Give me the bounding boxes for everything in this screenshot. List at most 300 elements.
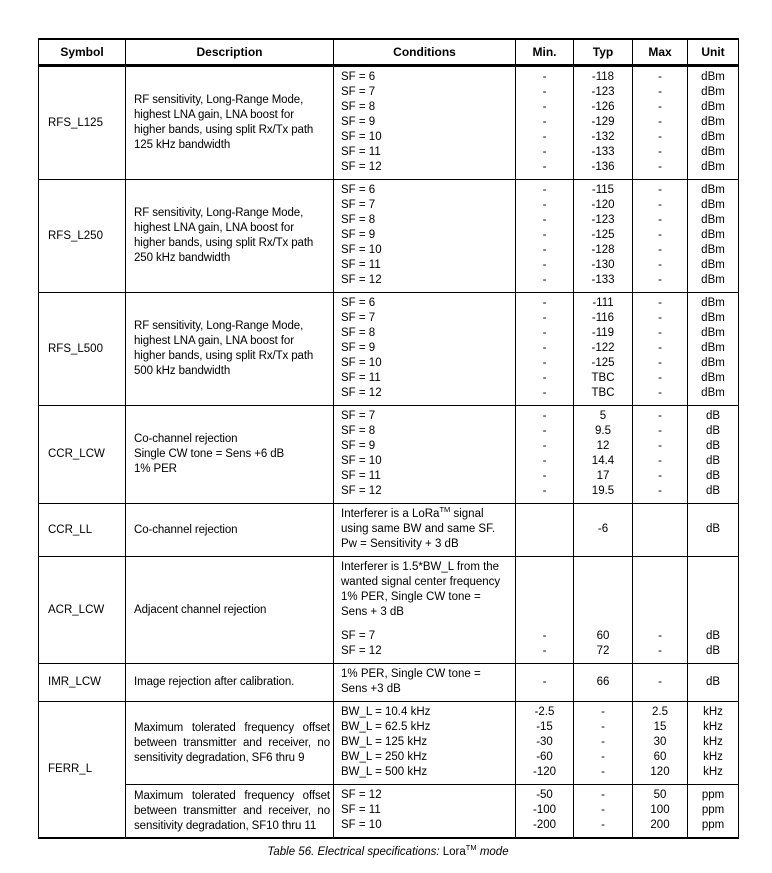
text-line: 14.4 bbox=[591, 455, 615, 467]
text-line: SF = 7 bbox=[341, 199, 376, 211]
text-line: using same BW and same SF. bbox=[341, 523, 496, 535]
max-cell bbox=[633, 702, 688, 785]
text-line: SF = 10 bbox=[341, 131, 382, 143]
text-line: dBm bbox=[701, 259, 725, 271]
table-body bbox=[39, 66, 739, 839]
text-line: -122 bbox=[591, 342, 615, 354]
symbol-cell bbox=[39, 180, 126, 293]
text-line: -120 bbox=[532, 766, 557, 778]
text-line: kHz bbox=[703, 751, 723, 763]
text-line: - bbox=[542, 387, 547, 399]
col-header-symbol: Symbol bbox=[39, 39, 126, 66]
text-line: -126 bbox=[591, 101, 615, 113]
text-line: SF = 7 bbox=[341, 630, 376, 642]
text-line: SF = 8 bbox=[341, 425, 376, 437]
typ-cell bbox=[574, 664, 633, 702]
min-cell bbox=[516, 504, 574, 557]
text-line: SF = 12 bbox=[341, 161, 382, 173]
col-header-unit: Unit bbox=[688, 39, 739, 66]
text-line: -119 bbox=[591, 327, 615, 339]
description-cell bbox=[126, 702, 334, 785]
typ-cell bbox=[574, 293, 633, 406]
typ-cell bbox=[574, 504, 633, 557]
table-row-ferr_l-2 bbox=[39, 785, 739, 839]
min-cell bbox=[516, 66, 574, 180]
text-line: SF = 11 bbox=[341, 804, 381, 816]
text-line: dB bbox=[705, 455, 721, 467]
text-line: - bbox=[542, 161, 547, 173]
text-line: 250 kHz bandwidth bbox=[134, 252, 231, 264]
text-line: SF = 11 bbox=[341, 372, 381, 384]
text-line: -123 bbox=[591, 214, 615, 226]
text-line: higher bands, using split Rx/Tx path bbox=[134, 237, 314, 249]
text-line: -200 bbox=[532, 819, 557, 831]
text-line: - bbox=[658, 675, 662, 688]
text-line: Adjacent channel rejection bbox=[134, 603, 267, 616]
text-line: SF = 9 bbox=[341, 342, 376, 354]
table-header bbox=[39, 39, 739, 66]
text-line: 1% PER bbox=[134, 463, 177, 475]
text-line: BW_L = 62.5 kHz bbox=[341, 721, 431, 733]
text-line: - bbox=[542, 470, 547, 482]
text-line: Interferer is 1.5*BW_L from the bbox=[341, 561, 500, 573]
text-line: - bbox=[658, 645, 662, 657]
text-line: - bbox=[658, 455, 662, 467]
max-cell bbox=[633, 504, 688, 557]
text-line: - bbox=[658, 327, 662, 339]
text-line: - bbox=[658, 184, 662, 196]
text-line bbox=[517, 522, 572, 537]
text-line: - bbox=[542, 410, 547, 422]
text-line: - bbox=[542, 274, 547, 286]
text-line: higher bands, using split Rx/Tx path bbox=[134, 124, 314, 136]
text-line: dBm bbox=[701, 297, 725, 309]
text-line: dB bbox=[705, 410, 721, 422]
text-line: - bbox=[658, 372, 662, 384]
text-line: -120 bbox=[591, 199, 615, 211]
caption-text: Table 56. Electrical specifications: bbox=[267, 846, 443, 858]
text-line: SF = 11 bbox=[341, 259, 381, 271]
typ-cell bbox=[574, 180, 633, 293]
text-line: - bbox=[658, 214, 662, 226]
text-line: - bbox=[601, 721, 605, 733]
text-line: -118 bbox=[591, 71, 615, 83]
text-line: CCR_LCW bbox=[48, 448, 105, 460]
min-cell bbox=[516, 785, 574, 839]
min-cell bbox=[516, 557, 574, 664]
text-line: - bbox=[542, 630, 547, 642]
text-line: -15 bbox=[536, 721, 553, 733]
text-line: - bbox=[601, 706, 605, 718]
text-line: - bbox=[658, 485, 662, 497]
text-line: 72 bbox=[596, 645, 610, 657]
symbol-cell bbox=[39, 702, 126, 839]
text-line: RF sensitivity, Long-Range Mode, bbox=[134, 94, 304, 106]
text-line: TBC bbox=[591, 387, 615, 399]
text-line: SF = 8 bbox=[341, 101, 376, 113]
text-line: - bbox=[542, 357, 547, 369]
text-line: ppm bbox=[701, 819, 725, 831]
text-line: Single CW tone = Sens +6 dB bbox=[134, 448, 285, 460]
col-header-typ: Typ bbox=[574, 39, 633, 66]
conditions-cell bbox=[334, 702, 516, 785]
text-line: Co-channel rejection bbox=[134, 523, 238, 536]
table-row-rfs_l500 bbox=[39, 293, 739, 406]
text-line: 120 bbox=[650, 766, 670, 778]
typ-cell bbox=[574, 557, 633, 664]
text-line: IMR_LCW bbox=[48, 676, 102, 688]
spacer bbox=[341, 620, 512, 629]
text-line: SF = 6 bbox=[341, 184, 376, 196]
text-line: RF sensitivity, Long-Range Mode, bbox=[134, 207, 304, 219]
text-line: - bbox=[542, 229, 547, 241]
text-line: -50 bbox=[536, 789, 553, 801]
text-line: SF = 7 bbox=[341, 312, 376, 324]
description-cell bbox=[126, 293, 334, 406]
text-line: dB bbox=[705, 485, 721, 497]
typ-cell bbox=[574, 785, 633, 839]
text-line: 2.5 bbox=[652, 706, 668, 718]
text-line: - bbox=[542, 675, 547, 688]
text-line: dBm bbox=[701, 214, 725, 226]
table-row-imr_lcw bbox=[39, 664, 739, 702]
table-caption bbox=[38, 843, 738, 858]
text-line: dBm bbox=[701, 327, 725, 339]
text-line: dB bbox=[705, 440, 721, 452]
text-line: -133 bbox=[591, 146, 615, 158]
text-line: sensitivity degradation, SF10 thru 11 bbox=[134, 819, 317, 832]
text-line: kHz bbox=[703, 766, 723, 778]
text-line: higher bands, using split Rx/Tx path bbox=[134, 350, 314, 362]
max-cell bbox=[633, 557, 688, 664]
min-cell bbox=[516, 406, 574, 504]
text-line: highest LNA gain, LNA boost for bbox=[134, 109, 294, 121]
text-line: - bbox=[542, 86, 547, 98]
text-line: dBm bbox=[701, 184, 725, 196]
text-line: dB bbox=[705, 630, 721, 642]
text-line: - bbox=[542, 214, 547, 226]
unit-cell bbox=[688, 557, 739, 664]
col-header-min: Min. bbox=[516, 39, 574, 66]
text-line: 19.5 bbox=[591, 485, 615, 497]
text-line: Sens + 3 dB bbox=[341, 606, 404, 618]
min-cell bbox=[516, 664, 574, 702]
text-line: - bbox=[658, 259, 662, 271]
symbol-cell bbox=[39, 406, 126, 504]
text-line: - bbox=[542, 297, 547, 309]
text-line: - bbox=[542, 146, 547, 158]
text-line: - bbox=[658, 342, 662, 354]
text-line: SF = 10 bbox=[341, 357, 382, 369]
unit-cell bbox=[688, 66, 739, 180]
text-line: - bbox=[658, 131, 662, 143]
text-line: wanted signal center frequency bbox=[341, 576, 501, 588]
max-cell bbox=[633, 664, 688, 702]
text-line: 30 bbox=[653, 736, 667, 748]
text-line: 66 bbox=[596, 675, 610, 688]
text-line: FERR_L bbox=[48, 763, 93, 775]
unit-cell bbox=[688, 785, 739, 839]
text-line: - bbox=[601, 789, 605, 801]
text-line: Interferer is a LoRa™ signal bbox=[341, 505, 484, 520]
text-line: SF = 12 bbox=[341, 387, 382, 399]
text-line: - bbox=[601, 736, 605, 748]
text-line: ppm bbox=[701, 789, 725, 801]
table-row-rfs_l125 bbox=[39, 66, 739, 180]
text-line: ppm bbox=[701, 804, 725, 816]
text-line bbox=[634, 522, 686, 537]
text-line: 1% PER, Single CW tone = bbox=[341, 591, 481, 603]
text-line: SF = 10 bbox=[341, 244, 382, 256]
text-line: dBm bbox=[701, 199, 725, 211]
text-line: Co-channel rejection bbox=[134, 433, 238, 445]
conditions-cell bbox=[334, 293, 516, 406]
text-line: - bbox=[658, 297, 662, 309]
text-line: -2.5 bbox=[534, 706, 555, 718]
text-line: dB bbox=[705, 523, 721, 535]
text-line: SF = 6 bbox=[341, 71, 376, 83]
text-line: - bbox=[658, 161, 662, 173]
text-line: - bbox=[542, 327, 547, 339]
text-line: -60 bbox=[536, 751, 553, 763]
text-line: - bbox=[658, 425, 662, 437]
min-cell bbox=[516, 180, 574, 293]
text-line: dB bbox=[705, 425, 721, 437]
text-line: -132 bbox=[591, 131, 615, 143]
text-line: - bbox=[658, 274, 662, 286]
text-line: dBm bbox=[701, 161, 725, 173]
text-line: SF = 9 bbox=[341, 440, 376, 452]
text-line: -125 bbox=[591, 357, 615, 369]
col-header-description: Description bbox=[126, 39, 334, 66]
text-line: - bbox=[542, 312, 547, 324]
text-line: -125 bbox=[591, 229, 615, 241]
max-cell bbox=[633, 293, 688, 406]
text-line: dBm bbox=[701, 274, 725, 286]
unit-cell bbox=[688, 664, 739, 702]
text-line: SF = 10 bbox=[341, 455, 382, 467]
description-cell bbox=[126, 406, 334, 504]
text-line: 15 bbox=[653, 721, 667, 733]
text-line: SF = 12 bbox=[341, 789, 382, 801]
text-line: - bbox=[658, 101, 662, 113]
text-line: kHz bbox=[703, 721, 723, 733]
text-line: - bbox=[542, 131, 547, 143]
text-line: Maximum tolerated frequency offset bbox=[134, 721, 330, 734]
text-line: -111 bbox=[592, 297, 614, 309]
text-line: -130 bbox=[591, 259, 615, 271]
text-line: 100 bbox=[650, 804, 670, 816]
text-line: 60 bbox=[653, 751, 667, 763]
text-line: - bbox=[542, 440, 547, 452]
text-line: BW_L = 10.4 kHz bbox=[341, 706, 431, 718]
text-line: 5 bbox=[599, 410, 607, 422]
text-line: 1% PER, Single CW tone = bbox=[341, 668, 481, 680]
text-line: - bbox=[542, 184, 547, 196]
symbol-cell bbox=[39, 664, 126, 702]
text-line: - bbox=[601, 804, 605, 816]
description-cell bbox=[126, 557, 334, 664]
text-line: dBm bbox=[701, 357, 725, 369]
text-line: -123 bbox=[591, 86, 615, 98]
text-line: SF = 8 bbox=[341, 214, 376, 226]
text-line: dBm bbox=[701, 116, 725, 128]
col-header-max: Max bbox=[633, 39, 688, 66]
text-line: dBm bbox=[701, 312, 725, 324]
text-line: RF sensitivity, Long-Range Mode, bbox=[134, 320, 304, 332]
text-line: -133 bbox=[591, 274, 615, 286]
text-line: 50 bbox=[653, 789, 667, 801]
text-line: TBC bbox=[591, 372, 615, 384]
table-row-rfs_l250 bbox=[39, 180, 739, 293]
unit-cell bbox=[688, 180, 739, 293]
text-line: - bbox=[658, 229, 662, 241]
text-line: dBm bbox=[701, 71, 725, 83]
unit-cell bbox=[688, 406, 739, 504]
text-line: Sens +3 dB bbox=[341, 683, 401, 695]
table-row-ccr_lcw bbox=[39, 406, 739, 504]
text-line: dBm bbox=[701, 131, 725, 143]
text-line: dB bbox=[705, 470, 721, 482]
text-line: - bbox=[658, 470, 662, 482]
max-cell bbox=[633, 180, 688, 293]
text-line: kHz bbox=[703, 706, 723, 718]
caption-brand: Lora bbox=[442, 846, 466, 858]
description-cell bbox=[126, 180, 334, 293]
text-line: - bbox=[542, 71, 547, 83]
text-line: SF = 12 bbox=[341, 485, 382, 497]
text-line: - bbox=[658, 410, 662, 422]
max-cell bbox=[633, 406, 688, 504]
text-line: SF = 8 bbox=[341, 327, 376, 339]
text-line: SF = 7 bbox=[341, 86, 376, 98]
symbol-cell bbox=[39, 293, 126, 406]
text-line: - bbox=[658, 630, 662, 642]
text-line: - bbox=[658, 312, 662, 324]
text-line: - bbox=[542, 342, 547, 354]
trademark-superscript: TM bbox=[465, 843, 477, 853]
min-cell bbox=[516, 293, 574, 406]
text-line: highest LNA gain, LNA boost for bbox=[134, 335, 294, 347]
text-line: -116 bbox=[591, 312, 615, 324]
text-line: BW_L = 125 kHz bbox=[341, 736, 428, 748]
unit-cell bbox=[688, 702, 739, 785]
min-cell bbox=[516, 702, 574, 785]
text-line: highest LNA gain, LNA boost for bbox=[134, 222, 294, 234]
text-line: SF = 7 bbox=[341, 410, 376, 422]
text-line: between transmitter and receiver, no bbox=[134, 804, 330, 817]
text-line: dBm bbox=[701, 244, 725, 256]
text-line: -100 bbox=[532, 804, 557, 816]
typ-cell bbox=[574, 66, 633, 180]
text-line: SF = 9 bbox=[341, 229, 376, 241]
text-line: -115 bbox=[591, 184, 615, 196]
text-line: - bbox=[658, 86, 662, 98]
header-row bbox=[39, 39, 739, 66]
text-line: 12 bbox=[596, 440, 610, 452]
text-line: dBm bbox=[701, 146, 725, 158]
text-line: -129 bbox=[591, 116, 615, 128]
text-line: - bbox=[542, 259, 547, 271]
text-line: between transmitter and receiver, no bbox=[134, 736, 330, 749]
text-line: dBm bbox=[701, 387, 725, 399]
text-line: Pw = Sensitivity + 3 dB bbox=[341, 538, 459, 550]
caption-text-suffix: mode bbox=[476, 846, 509, 858]
text-line: dBm bbox=[701, 229, 725, 241]
text-line: - bbox=[658, 440, 662, 452]
text-line: - bbox=[658, 387, 662, 399]
max-cell bbox=[633, 66, 688, 180]
text-line: - bbox=[542, 425, 547, 437]
description-cell bbox=[126, 785, 334, 839]
conditions-cell bbox=[334, 557, 516, 664]
text-line: 200 bbox=[650, 819, 670, 831]
text-line: 125 kHz bandwidth bbox=[134, 139, 231, 151]
text-line: - bbox=[542, 455, 547, 467]
electrical-specifications-table bbox=[38, 38, 739, 839]
conditions-cell bbox=[334, 664, 516, 702]
text-line: Maximum tolerated frequency offset bbox=[134, 789, 330, 802]
text-line: RFS_L500 bbox=[48, 342, 103, 355]
text-line: 60 bbox=[596, 630, 610, 642]
text-line: SF = 9 bbox=[341, 116, 376, 128]
text-line: - bbox=[542, 372, 547, 384]
text-line: CCR_LL bbox=[48, 523, 93, 536]
text-line: - bbox=[601, 751, 605, 763]
text-line: 500 kHz bandwidth bbox=[134, 365, 231, 377]
text-line: Image rejection after calibration. bbox=[134, 676, 295, 688]
text-line: -6 bbox=[597, 523, 609, 535]
text-line: BW_L = 500 kHz bbox=[341, 766, 428, 778]
text-line: sensitivity degradation, SF6 thru 9 bbox=[134, 751, 305, 764]
symbol-cell bbox=[39, 66, 126, 180]
text-line: BW_L = 250 kHz bbox=[341, 751, 428, 763]
typ-cell bbox=[574, 702, 633, 785]
text-line: 17 bbox=[596, 470, 610, 482]
text-line: - bbox=[658, 116, 662, 128]
text-line: dB bbox=[705, 645, 721, 657]
text-line: SF = 12 bbox=[341, 274, 382, 286]
text-line: - bbox=[542, 101, 547, 113]
text-line: - bbox=[601, 819, 605, 831]
text-line: RFS_L125 bbox=[48, 116, 103, 129]
typ-cell bbox=[574, 406, 633, 504]
text-line: SF = 11 bbox=[341, 470, 381, 482]
description-cell bbox=[126, 66, 334, 180]
text-line: - bbox=[658, 244, 662, 256]
table-row-acr_lcw bbox=[39, 557, 739, 664]
text-line: ACR_LCW bbox=[48, 603, 105, 616]
text-line: -30 bbox=[536, 736, 553, 748]
col-header-conditions: Conditions bbox=[334, 39, 516, 66]
trademark-superscript: TM bbox=[439, 505, 451, 515]
text-line: - bbox=[601, 766, 605, 778]
symbol-cell bbox=[39, 504, 126, 557]
text-line: dB bbox=[705, 675, 721, 688]
text-line: RFS_L250 bbox=[48, 229, 103, 242]
text-line: - bbox=[542, 116, 547, 128]
conditions-cell bbox=[334, 504, 516, 557]
text-line: kHz bbox=[703, 736, 723, 748]
conditions-cell bbox=[334, 785, 516, 839]
text-line: - bbox=[542, 645, 547, 657]
text-line: - bbox=[658, 71, 662, 83]
text-line: dBm bbox=[701, 372, 725, 384]
conditions-cell bbox=[334, 180, 516, 293]
text-line: dBm bbox=[701, 86, 725, 98]
text-line: -128 bbox=[591, 244, 615, 256]
text-line: SF = 11 bbox=[341, 146, 381, 158]
